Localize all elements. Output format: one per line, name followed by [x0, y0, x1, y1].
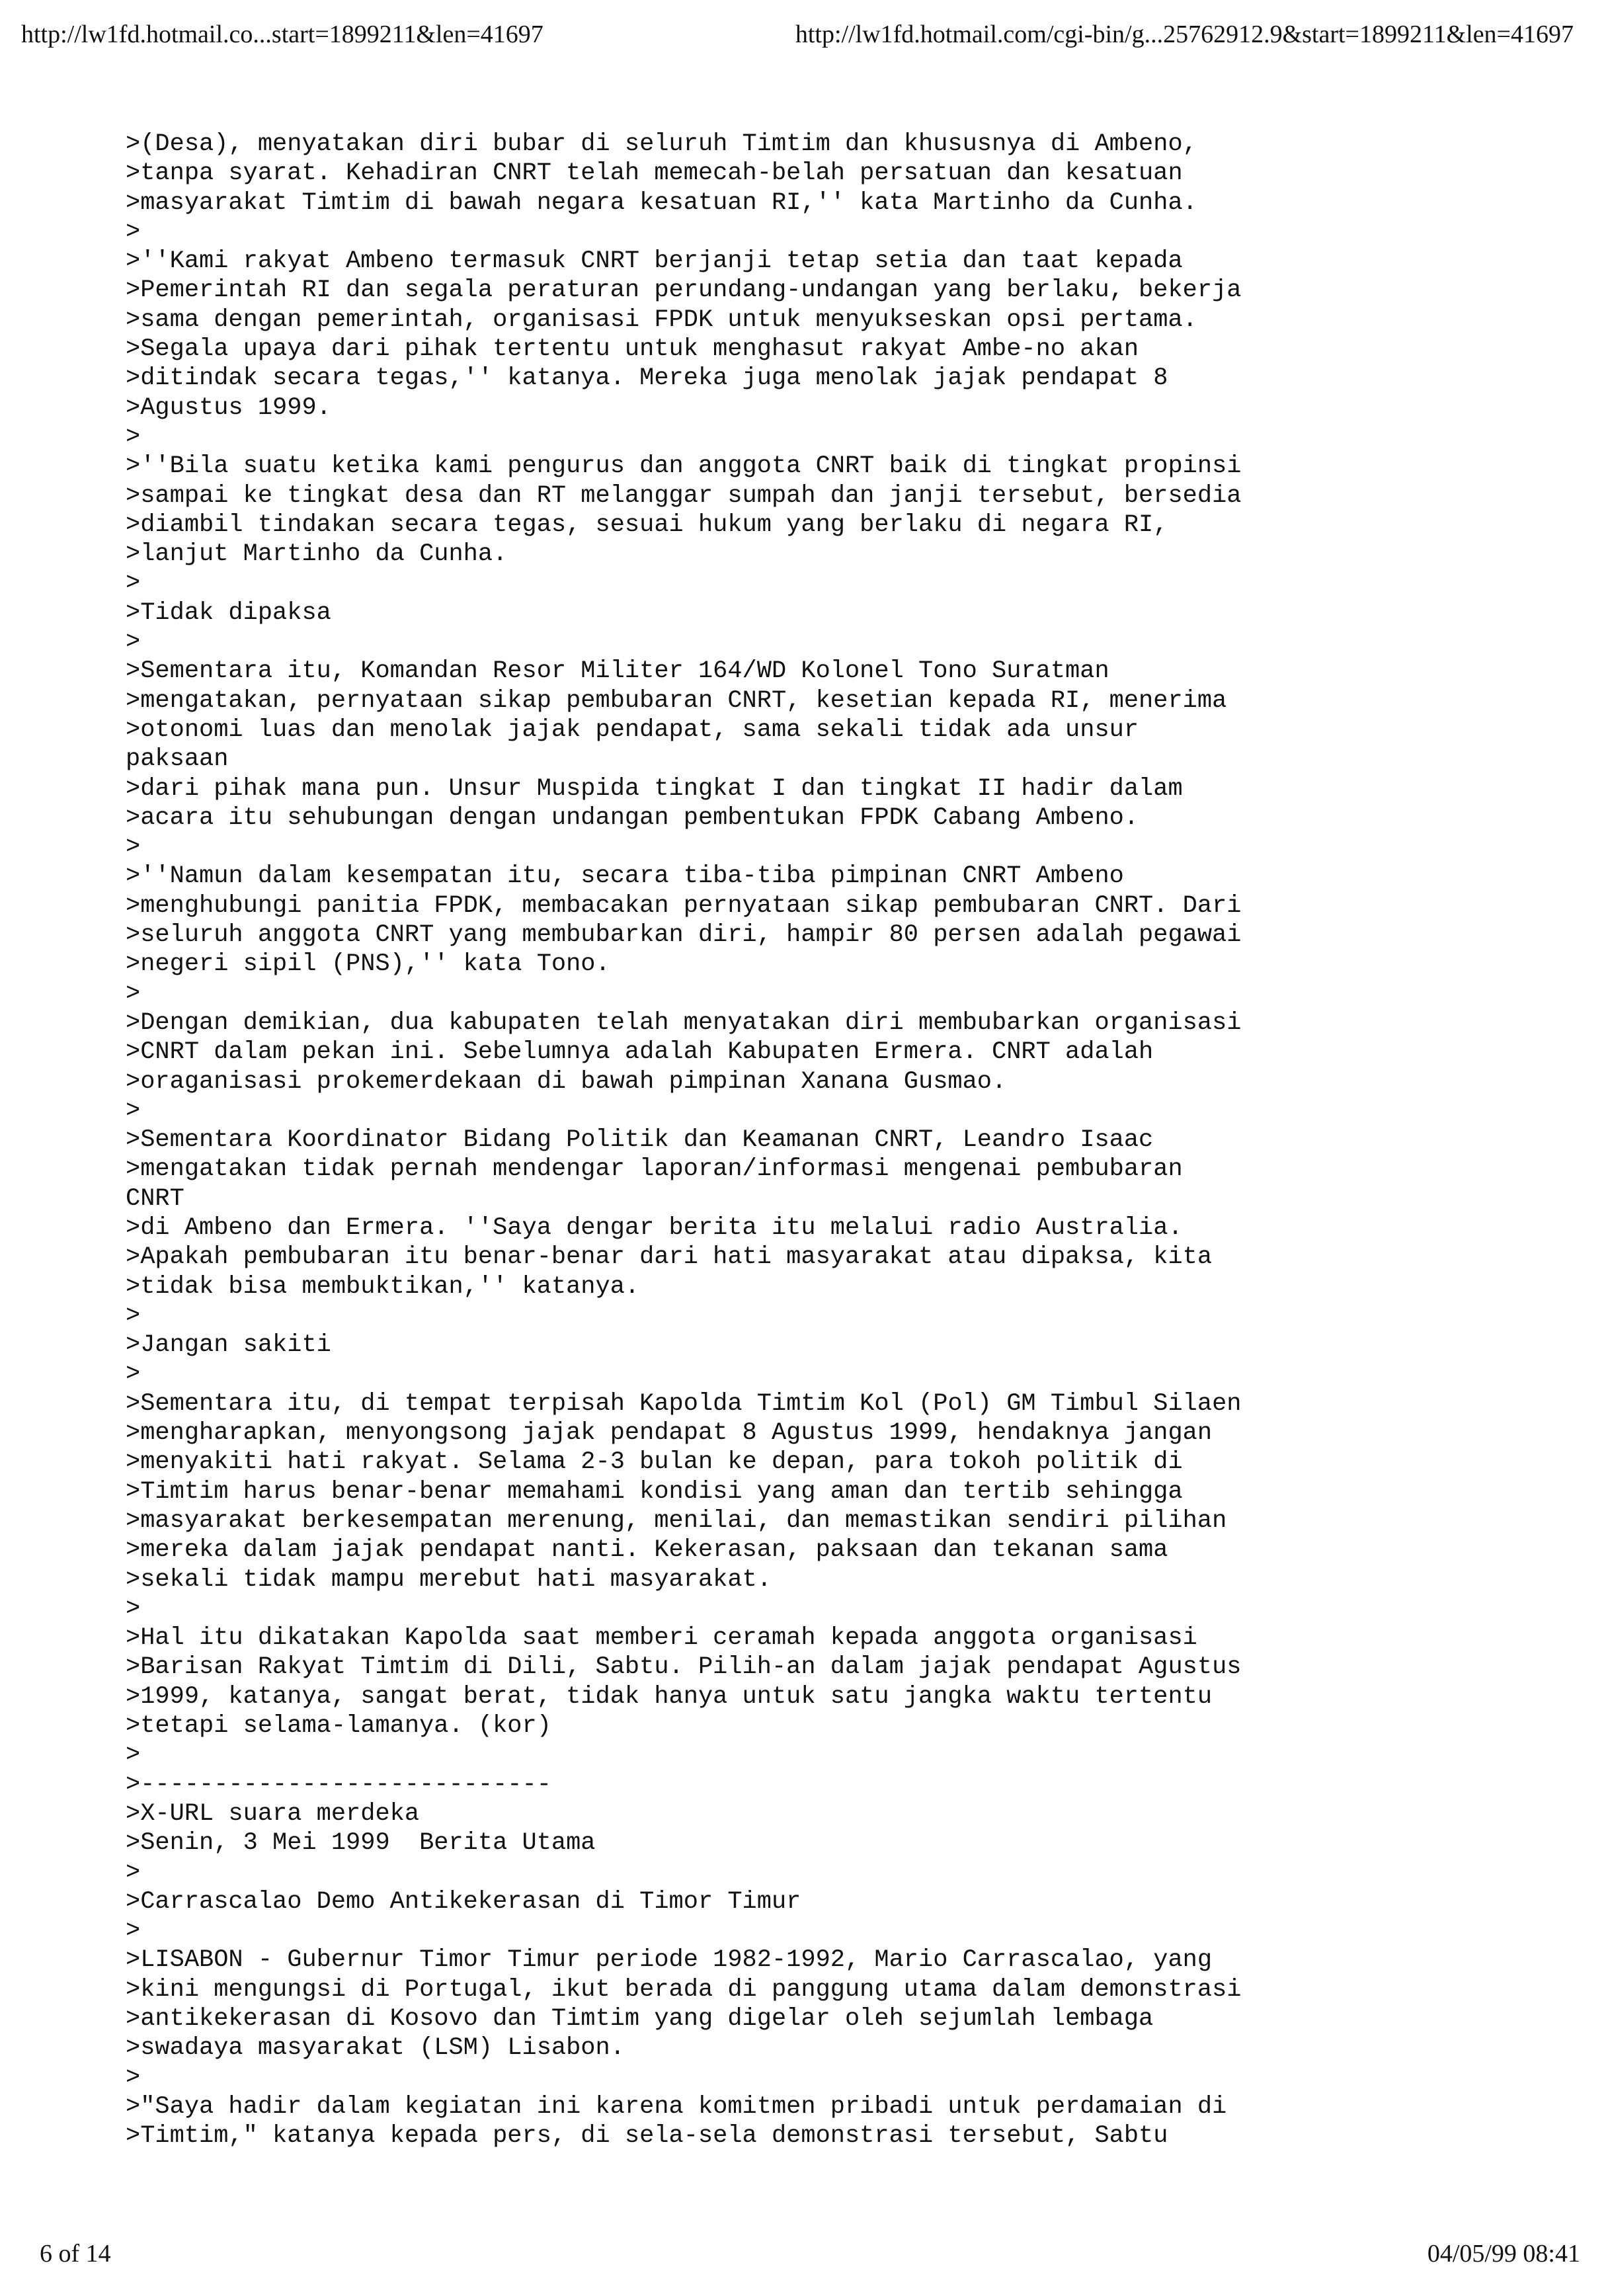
body-line: >CNRT dalam pekan ini. Sebelumnya adalah Kabupaten Ermera. CNRT adalah — [126, 1038, 1154, 1067]
body-line: > — [126, 569, 141, 598]
body-line: >"Saya hadir dalam kegiatan ini karena komitmen pribadi untuk perdamaian di — [126, 2092, 1227, 2121]
body-line: >oraganisasi prokemerdekaan di bawah pimpinan Xanana Gusmao. — [126, 1067, 1007, 1096]
body-line: >lanjut Martinho da Cunha. — [126, 540, 508, 569]
body-line: >Dengan demikian, dua kabupaten telah menyatakan diri membubarkan organisasi — [126, 1008, 1242, 1037]
body-line: >''Namun dalam kesempatan itu, secara tiba-tiba pimpinan CNRT Ambeno — [126, 862, 1124, 891]
body-line: >diambil tindakan secara tegas, sesuai hukum yang berlaku di negara RI, — [126, 511, 1168, 539]
body-line: > — [126, 1741, 141, 1770]
body-line: >Sementara Koordinator Bidang Politik dan Keamanan CNRT, Leandro Isaac — [126, 1126, 1154, 1155]
body-line: > — [126, 423, 141, 451]
body-line: > — [126, 1360, 141, 1389]
body-line: >seluruh anggota CNRT yang membubarkan diri, hampir 80 persen adalah pegawai — [126, 921, 1242, 950]
body-line: >negeri sipil (PNS),'' kata Tono. — [126, 950, 610, 979]
body-line: > — [126, 1917, 141, 1946]
body-line: >---------------------------- — [126, 1770, 551, 1799]
body-line: >kini mengungsi di Portugal, ikut berada di panggung utama dalam demonstrasi — [126, 1975, 1242, 2004]
body-line: >''Bila suatu ketika kami pengurus dan anggota CNRT baik di tingkat propinsi — [126, 452, 1242, 481]
body-line: >ditindak secara tegas,'' katanya. Mereka juga menolak jajak pendapat 8 — [126, 364, 1168, 393]
body-line: >Apakah pembubaran itu benar-benar dari hati masyarakat atau dipaksa, kita — [126, 1243, 1213, 1272]
print-datetime: 04/05/99 08:41 — [1427, 2240, 1580, 2268]
body-line: >Agustus 1999. — [126, 393, 331, 422]
body-line: >Segala upaya dari pihak tertentu untuk menghasut rakyat Ambe-no akan — [126, 335, 1139, 364]
body-line: > — [126, 1301, 141, 1330]
body-line: > — [126, 628, 141, 657]
body-line: >dari pihak mana pun. Unsur Muspida tingkat I dan tingkat II hadir dalam — [126, 774, 1183, 803]
body-line: >acara itu sehubungan dengan undangan pembentukan FPDK Cabang Ambeno. — [126, 803, 1139, 832]
body-line: >Timtim," katanya kepada pers, di sela-sela demonstrasi tersebut, Sabtu — [126, 2122, 1168, 2151]
body-line: >swadaya masyarakat (LSM) Lisabon. — [126, 2034, 625, 2063]
body-line: >tidak bisa membuktikan,'' katanya. — [126, 1272, 640, 1301]
body-line: >Timtim harus benar-benar memahami kondisi yang aman dan tertib sehingga — [126, 1477, 1183, 1506]
body-line: >Pemerintah RI dan segala peraturan perundang-undangan yang berlaku, bekerja — [126, 276, 1242, 305]
body-line: >mengatakan, pernyataan sikap pembubaran CNRT, kesetian kepada RI, menerima — [126, 686, 1227, 715]
body-line: CNRT — [126, 1184, 184, 1213]
body-line: >Carrascalao Demo Antikekerasan di Timor Timur — [126, 1887, 801, 1916]
body-line: >Hal itu dikatakan Kapolda saat memberi ceramah kepada anggota organisasi — [126, 1624, 1197, 1653]
body-line: >menyakiti hati rakyat. Selama 2-3 bulan ke depan, para tokoh politik di — [126, 1448, 1183, 1477]
body-line: >masyarakat Timtim di bawah negara kesatuan RI,'' kata Martinho da Cunha. — [126, 188, 1197, 217]
body-line: >sekali tidak mampu merebut hati masyarakat. — [126, 1565, 772, 1594]
body-line: >menghubungi panitia FPDK, membacakan pernyataan sikap pembubaran CNRT. Dari — [126, 891, 1242, 920]
header-right-url: http://lw1fd.hotmail.com/cgi-bin/g...25762912.9&start=1899211&len=41697 — [795, 20, 1574, 48]
body-line: > — [126, 1096, 141, 1125]
body-line: >LISABON - Gubernur Timor Timur periode 1982-1992, Mario Carrascalao, yang — [126, 1946, 1213, 1975]
body-line: > — [126, 218, 141, 246]
body-line: >Jangan sakiti — [126, 1331, 331, 1360]
body-line: >di Ambeno dan Ermera. ''Saya dengar berita itu melalui radio Australia. — [126, 1213, 1183, 1242]
body-line: >(Desa), menyatakan diri bubar di seluruh Timtim dan khususnya di Ambeno, — [126, 130, 1197, 158]
body-line: >mereka dalam jajak pendapat nanti. Kekerasan, paksaan dan tekanan sama — [126, 1536, 1168, 1565]
body-line: > — [126, 1858, 141, 1887]
header-left-url: http://lw1fd.hotmail.co...start=1899211&len=41697 — [21, 20, 543, 48]
body-line: >masyarakat berkesempatan merenung, menilai, dan memastikan sendiri pilihan — [126, 1506, 1227, 1535]
body-line: >Barisan Rakyat Timtim di Dili, Sabtu. Pilih-an dalam jajak pendapat Agustus — [126, 1653, 1242, 1682]
body-line: > — [126, 833, 141, 862]
body-line: >tetapi selama-lamanya. (kor) — [126, 1712, 551, 1741]
body-line: >Sementara itu, Komandan Resor Militer 164/WD Kolonel Tono Suratman — [126, 657, 1109, 686]
body-line: >mengatakan tidak pernah mendengar laporan/informasi mengenai pembubaran — [126, 1155, 1183, 1184]
body-line: >tanpa syarat. Kehadiran CNRT telah memecah-belah persatuan dan kesatuan — [126, 159, 1183, 188]
body-line: paksaan — [126, 745, 229, 774]
page-indicator: 6 of 14 — [40, 2240, 111, 2268]
body-line: >Sementara itu, di tempat terpisah Kapolda Timtim Kol (Pol) GM Timbul Silaen — [126, 1389, 1242, 1418]
body-line: >''Kami rakyat Ambeno termasuk CNRT berjanji tetap setia dan taat kepada — [126, 247, 1183, 276]
email-body-text — [126, 130, 1567, 2151]
body-line: >otonomi luas dan menolak jajak pendapat, sama sekali tidak ada unsur — [126, 716, 1139, 744]
body-line: > — [126, 2063, 141, 2092]
body-line: >Tidak dipaksa — [126, 598, 331, 627]
body-line: > — [126, 979, 141, 1008]
body-line: > — [126, 1594, 141, 1623]
body-line: >X-URL suara merdeka — [126, 1799, 420, 1828]
body-line: >antikekerasan di Kosovo dan Timtim yang digelar oleh sejumlah lembaga — [126, 2005, 1154, 2033]
body-line: >1999, katanya, sangat berat, tidak hanya untuk satu jangka waktu tertentu — [126, 1682, 1213, 1711]
body-line: >mengharapkan, menyongsong jajak pendapat 8 Agustus 1999, hendaknya jangan — [126, 1419, 1213, 1448]
body-line: >Senin, 3 Mei 1999 Berita Utama — [126, 1829, 596, 1858]
body-line: >sama dengan pemerintah, organisasi FPDK untuk menyukseskan opsi pertama. — [126, 306, 1197, 334]
body-line: >sampai ke tingkat desa dan RT melanggar sumpah dan janji tersebut, bersedia — [126, 481, 1242, 510]
